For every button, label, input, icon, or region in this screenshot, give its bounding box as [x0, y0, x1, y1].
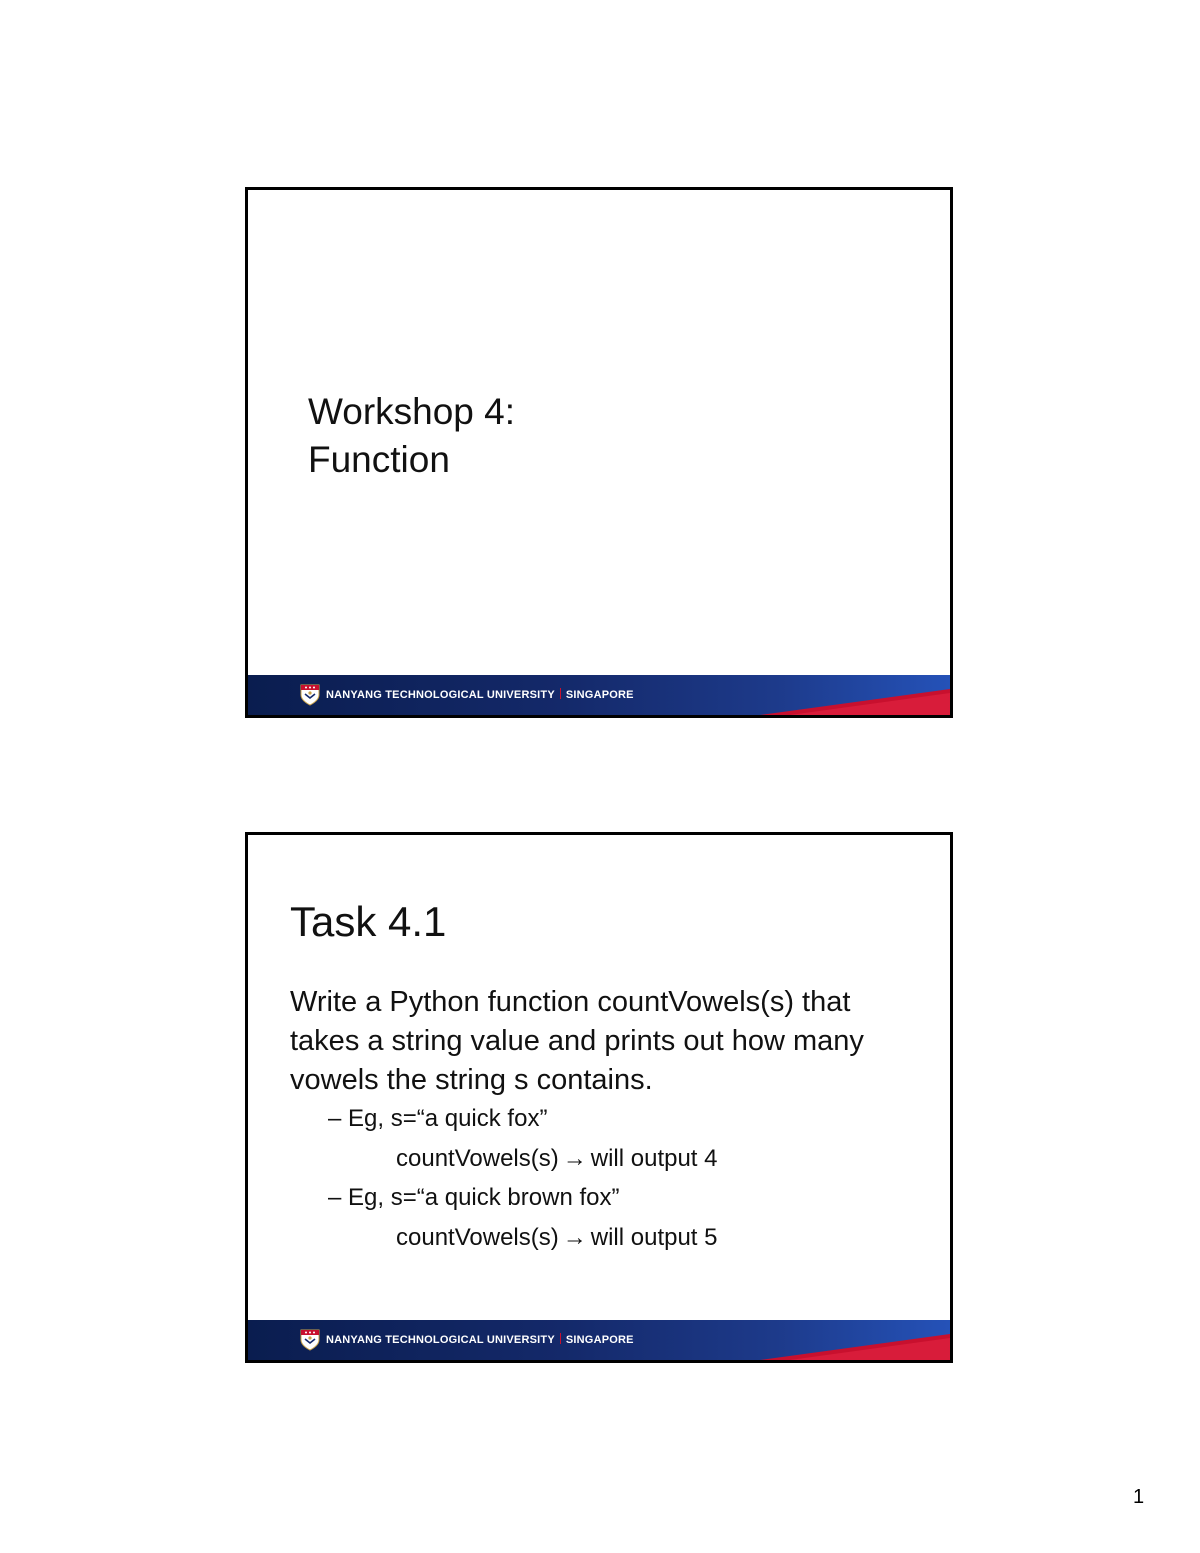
description-line-3: vowels the string s contains.	[290, 1064, 653, 1096]
university-name: NANYANG TECHNOLOGICAL UNIVERSITY	[326, 1334, 555, 1346]
university-location: SINGAPORE	[565, 1334, 634, 1346]
brand-divider	[560, 1333, 561, 1344]
right-arrow-icon: →	[562, 1224, 587, 1251]
slide-title: Task 4.1	[290, 898, 447, 945]
example-2-input: – Eg, s=“a quick brown fox”	[328, 1184, 620, 1211]
task-description	[290, 983, 930, 1100]
example-1-output	[396, 1144, 718, 1174]
university-name: NANYANG TECHNOLOGICAL UNIVERSITY	[326, 689, 555, 701]
slide-footer	[248, 675, 950, 715]
slide-task-4-1	[245, 832, 953, 1363]
title-line-1: Workshop 4:	[308, 391, 516, 432]
example-1-call: countVowels(s)	[396, 1145, 559, 1172]
example-2-call: countVowels(s)	[396, 1224, 559, 1251]
slide-footer	[248, 1320, 950, 1360]
example-2-output	[396, 1223, 718, 1253]
page-number: 1	[1133, 1486, 1145, 1508]
example-1-result: will output 4	[590, 1145, 718, 1172]
footer-swoosh	[760, 675, 950, 715]
footer-swoosh	[760, 1320, 950, 1360]
slide-title	[308, 388, 515, 484]
ntu-crest-icon	[300, 1329, 320, 1351]
example-2-result: will output 5	[590, 1224, 718, 1251]
brand-divider	[560, 688, 561, 699]
ntu-brand	[326, 688, 634, 701]
university-location: SINGAPORE	[565, 689, 634, 701]
description-line-1: Write a Python function countVowels(s) that	[290, 986, 851, 1018]
slide-workshop-title	[245, 187, 953, 718]
ntu-crest-icon	[300, 684, 320, 706]
description-line-2: takes a string value and prints out how many	[290, 1025, 864, 1057]
title-line-2: Function	[308, 439, 450, 480]
right-arrow-icon: →	[562, 1145, 587, 1172]
example-1-input: – Eg, s=“a quick fox”	[328, 1105, 548, 1132]
ntu-brand	[326, 1333, 634, 1346]
